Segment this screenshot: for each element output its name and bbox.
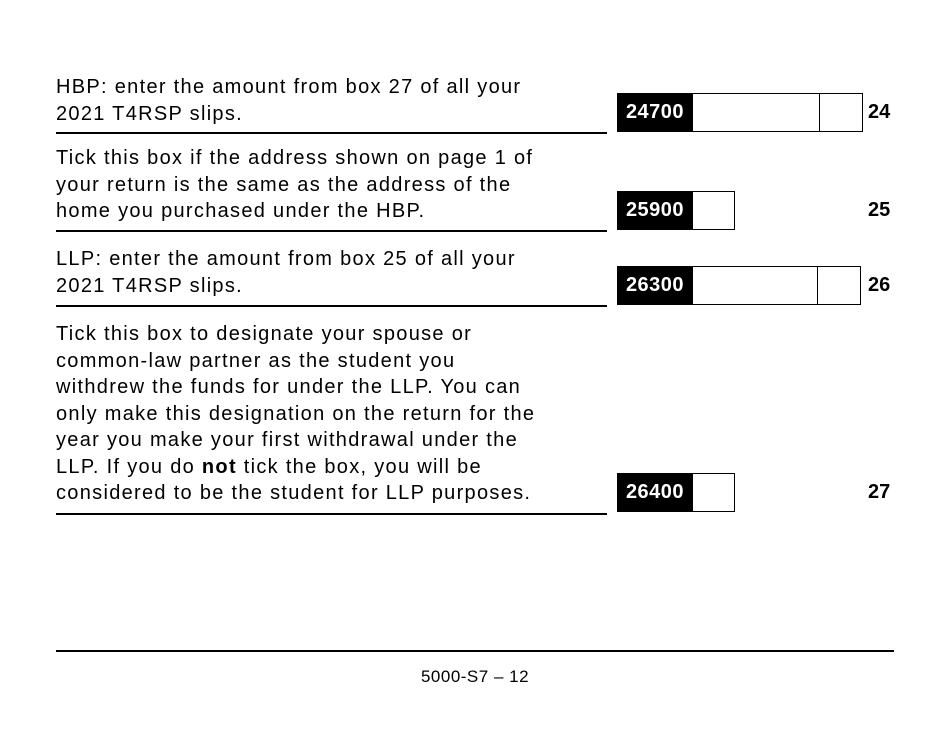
description-line: 2021 T4RSP slips. [56, 102, 244, 125]
line-27-description [56, 321, 608, 507]
code-box-26400: 26400 [617, 473, 693, 512]
code-box-24700: 24700 [617, 93, 693, 132]
line-24-description [56, 74, 608, 127]
text-run: tick the box, you will be [236, 455, 482, 478]
code-box-26300: 26300 [617, 266, 693, 305]
page-footer: 5000-S7 – 12 [420, 667, 530, 686]
text-run: LLP. If you do [56, 455, 202, 478]
description-line: Tick this box if the address shown on page 1 of [56, 147, 534, 169]
description-line: only make this designation on the return for the [56, 402, 536, 425]
llp-amount-input[interactable] [692, 266, 861, 305]
row-divider [56, 305, 607, 307]
description-line: 2021 T4RSP slips. [56, 274, 244, 297]
line-number-27: 27 [868, 481, 891, 503]
description-line [56, 454, 608, 481]
description-line: HBP: enter the amount from box 27 of all your [56, 76, 522, 98]
row-divider [56, 513, 607, 515]
footer-divider [56, 650, 894, 652]
line-number-24: 24 [868, 101, 891, 123]
description-line: your return is the same as the address of the [56, 173, 512, 196]
hbp-address-checkbox[interactable] [692, 191, 735, 230]
llp-spouse-designation-checkbox[interactable] [692, 473, 735, 512]
cents-divider [819, 94, 820, 131]
description-line: home you purchased under the HBP. [56, 200, 426, 222]
description-line: common-law partner as the student you [56, 349, 456, 372]
hbp-amount-input[interactable] [692, 93, 863, 132]
line-number-25: 25 [868, 199, 891, 221]
line-number-26: 26 [868, 274, 891, 296]
cents-divider [817, 267, 818, 304]
emphasis-not: not [201, 455, 237, 478]
code-box-25900: 25900 [617, 191, 693, 230]
line-26-description [56, 246, 608, 299]
description-line: considered to be the student for LLP purposes. [56, 482, 532, 504]
row-divider [56, 230, 607, 232]
description-line: LLP: enter the amount from box 25 of all your [56, 248, 516, 270]
description-line: year you make your first withdrawal under the [56, 429, 519, 451]
description-line: Tick this box to designate your spouse or [56, 323, 473, 345]
line-25-description [56, 145, 608, 225]
description-line: withdrew the funds for under the LLP. You can [56, 376, 522, 398]
row-divider [56, 132, 607, 134]
